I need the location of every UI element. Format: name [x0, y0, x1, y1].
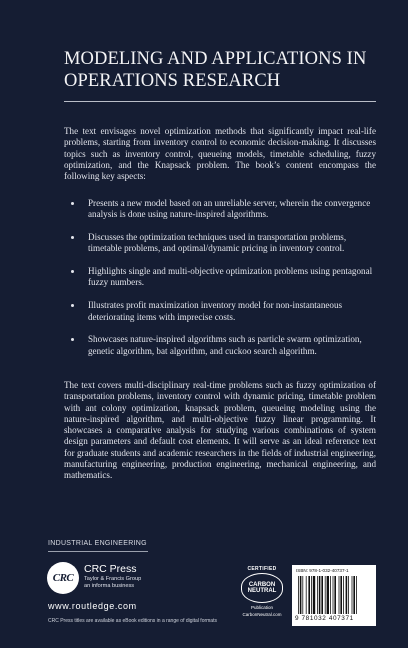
intro-paragraph: The text envisages novel optimization methods that significantly impact real-life problems, starting from inventory control to economic decision-making. It discusses topics such as inventory control, queueing models, timetable scheduling, fuzzy optimization, and the Knapsack problem. The book’s content encompass the following key aspects:: [64, 126, 376, 182]
publisher-name: CRC Press: [84, 563, 137, 575]
summary-paragraph: The text covers multi-disciplinary real-time problems such as fuzzy optimization of transportation problems, inventory control with dynamic pricing, timetable problem with ant colony optimization, knapsack problem, queueing modeling using the nature-inspired algorithm, and multi-objective fuzzy linear programming. It showcases a comparative analysis for studying various combinations of system design parameters and default cost elements. It will serve as an ideal reference text for graduate students and academic researchers in the fields of industrial engineering, manufacturing engineering, production engineering, mechanical engineering, and mathematics.: [64, 380, 376, 481]
category-divider: [48, 551, 148, 552]
carbon-label: CARBON: [248, 581, 276, 588]
barcode-stripe: [353, 576, 355, 614]
key-aspect-item: [64, 232, 376, 255]
key-aspect-text: Illustrates profit maximization inventory model for non-instantaneous deteriorating items with imprecise costs.: [88, 300, 343, 322]
barcode-stripe: [325, 576, 326, 614]
carbon-neutral-site: CarbonNeutral.com: [242, 612, 282, 617]
bullet-icon: [71, 270, 74, 273]
key-aspect-text: Showcases nature-inspired algorithms such as particle swarm optimization, genetic algorithm, bat algorithm, and cuckoo search algorithm.: [88, 334, 362, 356]
barcode-stripe: [317, 576, 318, 614]
barcode-stripe: [352, 576, 353, 614]
key-aspect-item: [64, 266, 376, 289]
bullet-icon: [71, 202, 74, 205]
bullet-icon: [71, 236, 74, 239]
barcode-stripe: [327, 576, 329, 614]
barcode-stripe: [334, 576, 336, 614]
publisher-website: www.routledge.com: [48, 601, 137, 611]
key-aspect-item: [64, 334, 376, 357]
key-aspect-item: [64, 300, 376, 323]
barcode-stripe: [308, 576, 310, 614]
key-aspect-text: Highlights single and multi-objective optimization problems using pentagonal fuzzy numbers.: [88, 266, 373, 288]
book-title: MODELING AND APPLICATIONS IN OPERATIONS RESEARCH: [64, 49, 367, 91]
barcode-stripe: [340, 576, 342, 614]
publication-label: Publication: [250, 605, 273, 610]
key-aspect-item: [64, 198, 376, 221]
key-aspects-list: [64, 198, 376, 368]
isbn-label: ISBN: 978-1-032-40737-1: [296, 568, 349, 573]
publisher-group: Taylor & Francis Group: [84, 576, 142, 582]
barcode-stripe: [298, 576, 299, 614]
subject-category: INDUSTRIAL ENGINEERING: [48, 540, 147, 547]
certified-label: CERTIFIED: [247, 566, 277, 572]
bullet-icon: [71, 338, 74, 341]
barcode-digits: 9 781032 407371: [295, 615, 354, 622]
barcode-stripe: [302, 576, 303, 614]
barcode-stripe: [319, 576, 321, 614]
carbon-neutral-badge-icon: [240, 566, 284, 628]
barcode-stripe: [306, 576, 307, 614]
carbon-neutral-seal: [241, 573, 283, 603]
neutral-label: NEUTRAL: [247, 588, 277, 594]
barcode-stripe: [339, 576, 340, 614]
title-divider: [64, 101, 376, 102]
publisher-tagline: [84, 576, 141, 590]
barcode-stripe: [321, 576, 323, 614]
barcode-stripe: [313, 576, 315, 614]
barcode-stripe: [343, 576, 344, 614]
crc-press-logo-icon: [47, 562, 79, 594]
barcode-stripe: [346, 576, 348, 614]
barcode-stripe: [311, 576, 312, 614]
barcode-stripe: [356, 576, 357, 614]
key-aspect-text: Discusses the optimization techniques used in transportation problems, timetable problems, and optimal/dynamic pricing in inventory control.: [88, 232, 347, 254]
barcode-bars: [298, 576, 370, 614]
barcode-stripe: [330, 576, 331, 614]
ebook-availability-note: CRC Press titles are available as eBook editions in a range of digital formats: [48, 618, 217, 624]
barcode-stripe: [300, 576, 302, 614]
isbn-barcode: [292, 565, 376, 626]
key-aspect-text: Presents a new model based on an unreliable server, wherein the convergence analysis is done using nature-inspired algorithms.: [88, 198, 371, 220]
publisher-business: an informa business: [84, 583, 135, 589]
barcode-stripe: [348, 576, 349, 614]
crc-logo-text: CRC: [52, 572, 74, 584]
barcode-stripe: [333, 576, 334, 614]
bullet-icon: [71, 304, 74, 307]
